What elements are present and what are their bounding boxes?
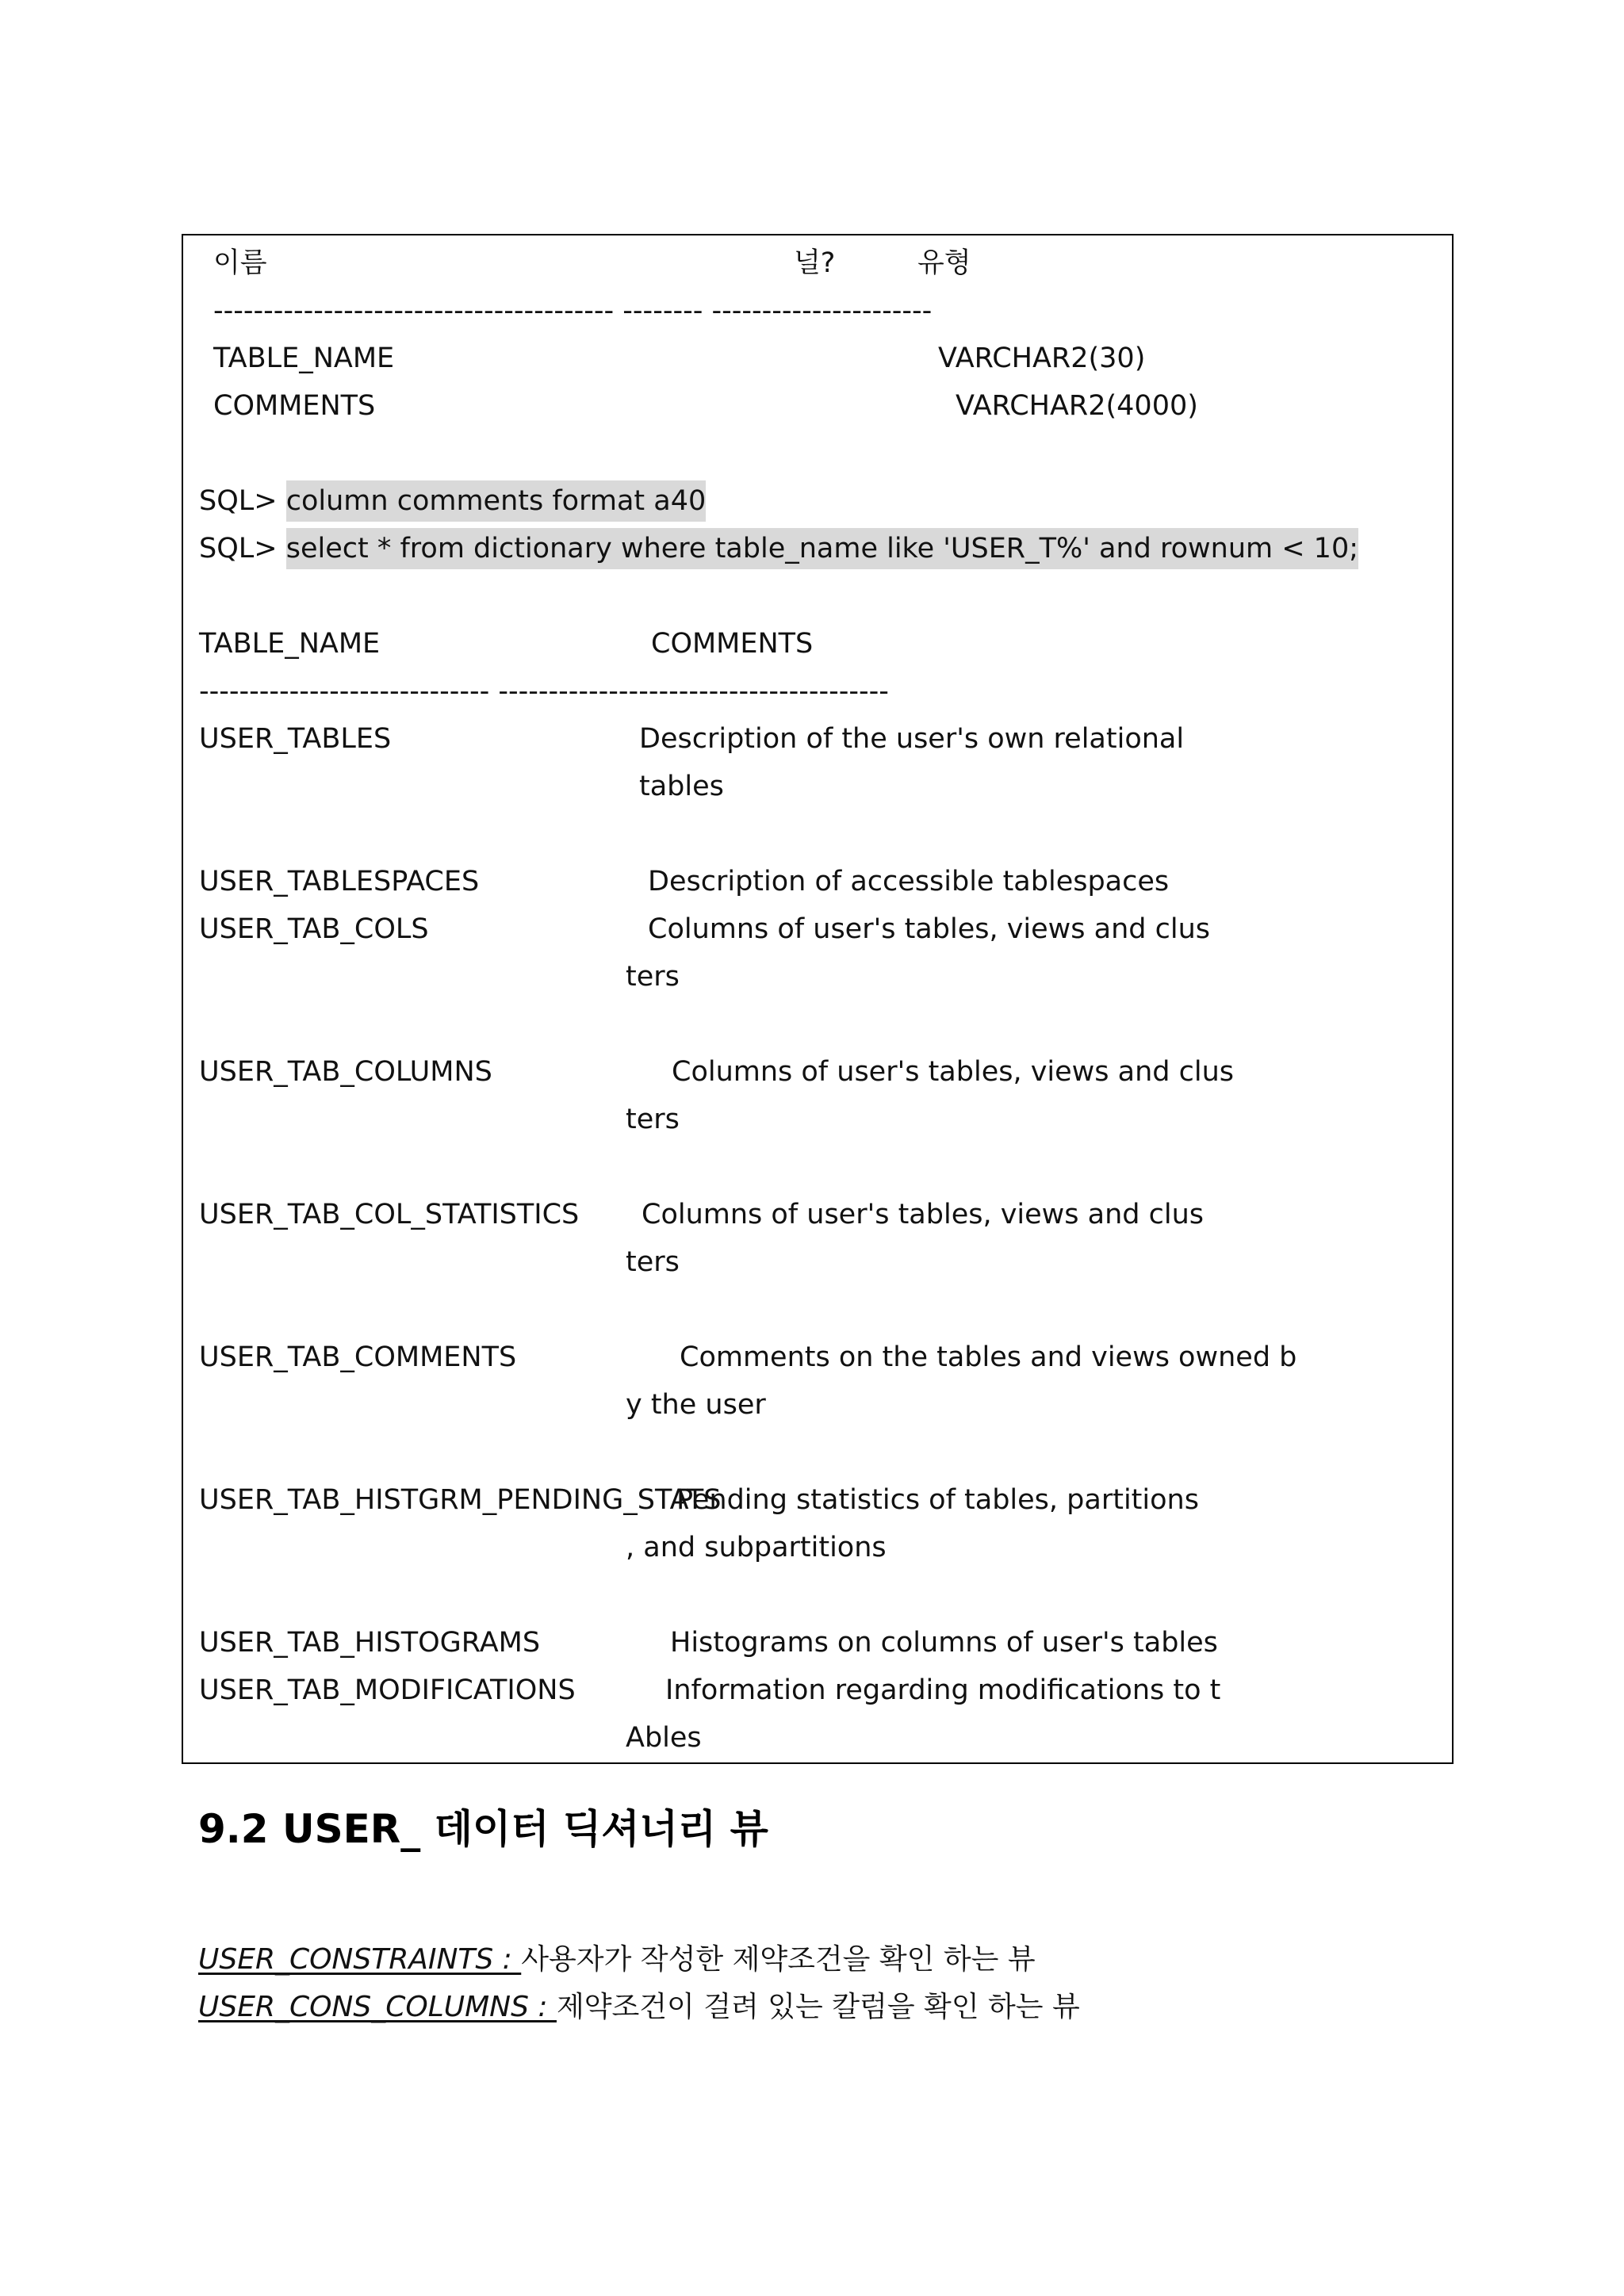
result-comment: Information regarding modifications to t — [665, 1674, 1221, 1706]
result-table-name: USER_TABLES — [199, 723, 392, 755]
describe-header-name: 이름 — [213, 247, 267, 279]
result-comment-continued: Ables — [626, 1722, 702, 1754]
result-table-name: USER_TAB_COLUMNS — [199, 1056, 492, 1088]
result-comment: Histograms on columns of user's tables — [670, 1627, 1218, 1659]
result-comment-continued: ters — [626, 1246, 680, 1278]
result-table-name: USER_TAB_HISTOGRAMS — [199, 1627, 541, 1659]
describe-column-type: VARCHAR2(30) — [938, 342, 1146, 374]
result-table-name: USER_TAB_MODIFICATIONS — [199, 1674, 576, 1706]
describe-header-null: 널? — [794, 247, 836, 279]
result-comment-continued: ters — [626, 961, 680, 993]
sql-command-line — [199, 533, 1358, 564]
definition-term: USER_CONSTRAINTS : — [198, 1943, 522, 1976]
result-comment-continued: , and subpartitions — [626, 1532, 887, 1563]
result-comment: Pending statistics of tables, partitions — [676, 1484, 1199, 1516]
describe-column-name: COMMENTS — [213, 390, 376, 422]
result-comment: Comments on the tables and views owned b — [680, 1341, 1297, 1373]
result-comment: Columns of user's tables, views and clus — [648, 913, 1211, 945]
definition-description: 사용자가 작성한 제약조건을 확인 하는 뷰 — [521, 1943, 1036, 1976]
result-table-name: USER_TAB_COL_STATISTICS — [199, 1199, 580, 1230]
sql-prompt: SQL> — [199, 485, 278, 517]
sql-command-line — [199, 485, 706, 517]
result-comment-continued: ters — [626, 1104, 680, 1135]
describe-separator: ---------------------------------------- -------- ---------------------- — [213, 295, 933, 327]
result-comment: Description of the user's own relational — [639, 723, 1185, 755]
result-comment-continued: y the user — [626, 1389, 766, 1421]
result-table-name: USER_TAB_COLS — [199, 913, 429, 945]
definition-line — [198, 1990, 1080, 2025]
definition-term: USER_CONS_COLUMNS : — [198, 1991, 557, 2023]
definition-line — [198, 1942, 1036, 1977]
result-comment: Columns of user's tables, views and clus — [672, 1056, 1235, 1088]
describe-column-type: VARCHAR2(4000) — [956, 390, 1198, 422]
result-header-table-name: TABLE_NAME — [199, 628, 381, 660]
result-comment-continued: tables — [639, 771, 724, 802]
result-table-name: USER_TABLESPACES — [199, 866, 480, 897]
result-separator: ----------------------------- --------------------------------------- — [199, 675, 889, 707]
section-heading: 9.2 USER_ 데이터 딕셔너리 뷰 — [198, 1806, 768, 1852]
sql-output-box — [182, 234, 1454, 1764]
describe-column-name: TABLE_NAME — [213, 342, 395, 374]
sql-command-text: select * from dictionary where table_name like 'USER_T%' and rownum < 10; — [286, 528, 1358, 569]
result-table-name: USER_TAB_HISTGRM_PENDING_STATS — [199, 1484, 722, 1516]
describe-header-type: 유형 — [917, 247, 971, 279]
result-comment: Columns of user's tables, views and clus — [642, 1199, 1205, 1230]
sql-prompt: SQL> — [199, 533, 278, 564]
result-comment: Description of accessible tablespaces — [648, 866, 1170, 897]
result-table-name: USER_TAB_COMMENTS — [199, 1341, 517, 1373]
sql-command-text: column comments format a40 — [286, 480, 707, 522]
result-header-comments: COMMENTS — [651, 628, 814, 660]
definition-description: 제약조건이 걸려 있는 칼럼을 확인 하는 뷰 — [556, 1991, 1080, 2023]
